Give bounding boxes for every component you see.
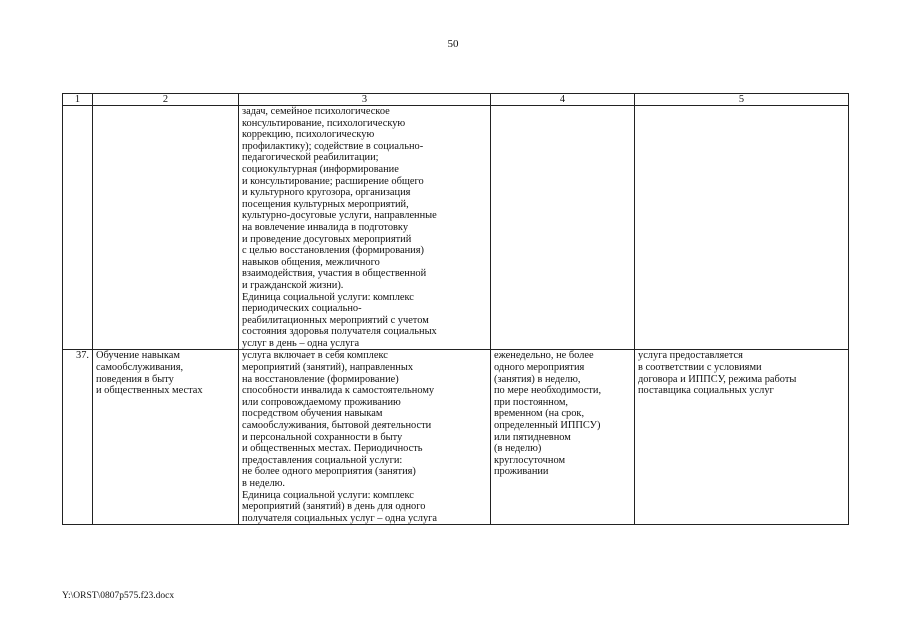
text-line: получателя социальных услуг – одна услуга (242, 512, 438, 524)
text-line: и проведение досуговых мероприятий (242, 233, 412, 245)
text-line: в неделю. (242, 478, 285, 489)
column-header: 5 (635, 94, 849, 106)
service-name-cell (93, 350, 239, 525)
column-header: 3 (239, 94, 491, 106)
text-line: в соответствии с условиями (638, 362, 762, 374)
text-line: поставщика социальных услуг (638, 385, 774, 397)
column-header: 2 (93, 94, 239, 106)
text-line: мероприятий (занятий), направленных (242, 362, 414, 374)
conditions-cell (635, 350, 849, 525)
text-line: задач, семейное психологическое (242, 106, 390, 117)
conditions-cell (635, 106, 849, 350)
text-line: самообслуживания, бытовой деятельности (242, 420, 432, 432)
text-line: (занятия) в неделю, (494, 373, 581, 385)
table-row-continuation (63, 106, 849, 350)
text-line: взаимодействия, участия в общественной (242, 268, 427, 280)
text-line: педагогической реабилитации; (242, 152, 379, 164)
text-line: и общественных местах (96, 385, 203, 397)
text-line: не более одного мероприятия (занятия) (242, 466, 416, 478)
text-line: социокультурная (информирование (242, 163, 399, 175)
text-line: посредством обучения навыкам (242, 408, 383, 420)
service-description-cell (239, 106, 491, 350)
text-line: временном (на срок, (494, 408, 585, 420)
text-line: услуга предоставляется (638, 350, 743, 362)
text-line: культурно-досуговые услуги, направленные (242, 210, 437, 222)
service-description-cell (239, 350, 491, 525)
table-row-37 (63, 350, 849, 525)
text-line: профилактику); содействие в социально- (242, 140, 424, 152)
table-header-row (63, 94, 849, 106)
text-line: состояния здоровья получателя социальных (242, 326, 437, 338)
text-line: услуг в день – одна услуга (242, 337, 360, 349)
text-line: навыков общения, межличного (242, 256, 380, 268)
text-line: и консультирование; расширение общего (242, 175, 424, 187)
page-number: 50 (447, 38, 459, 50)
text-line: Единица социальной услуги: комплекс (242, 489, 414, 501)
text-line: по мере необходимости, (494, 385, 602, 397)
text-line: Обучение навыкам (96, 350, 180, 362)
text-line: и культурного кругозора, организация (242, 187, 411, 199)
column-header: 4 (491, 94, 635, 106)
text-line: периодических социально- (242, 303, 362, 315)
service-name-cell (93, 106, 239, 350)
text-line: проживании (494, 466, 549, 478)
frequency-cell (491, 350, 635, 525)
services-table (62, 93, 849, 525)
frequency-cell (491, 106, 635, 350)
row-number-cell: 37. (63, 350, 93, 525)
text-line: с целью восстановления (формирования) (242, 245, 424, 257)
file-path-footer: Y:\ORST\0807p575.f23.docx (62, 591, 175, 601)
text-line: одного мероприятия (494, 362, 585, 374)
text-line: и гражданской жизни). (242, 279, 344, 291)
text-line: поведения в быту (96, 373, 174, 385)
text-line: (в неделю) (494, 443, 542, 455)
text-line: услуга включает в себя комплекс (242, 350, 388, 362)
text-line: коррекцию, психологическую (242, 129, 375, 141)
text-line: на восстановление (формирование) (242, 373, 399, 385)
text-line: предоставления социальной услуги: (242, 454, 403, 466)
text-line: реабилитационных мероприятий с учетом (242, 314, 429, 326)
text-line: посещения культурных мероприятий, (242, 198, 409, 210)
text-line: или сопровождаемому проживанию (242, 396, 401, 408)
text-line: при постоянном, (494, 396, 569, 408)
text-line: мероприятий (занятий) в день для одного (242, 501, 426, 513)
text-line: и персональной сохранности в быту (242, 431, 403, 443)
text-line: круглосуточном (494, 454, 566, 466)
text-line: самообслуживания, (96, 362, 184, 374)
text-line: договора и ИППСУ, режима работы (638, 373, 797, 385)
row-number-cell (63, 106, 93, 350)
column-header: 1 (63, 94, 93, 106)
text-line: определенный ИППСУ) (494, 420, 601, 432)
text-line: и общественных местах. Периодичность (242, 443, 423, 455)
text-line: еженедельно, не более (494, 350, 594, 362)
text-line: на вовлечение инвалида в подготовку (242, 221, 409, 233)
text-line: Единица социальной услуги: комплекс (242, 291, 414, 303)
text-line: консультирование, психологическую (242, 117, 406, 129)
text-line: или пятидневном (494, 431, 571, 443)
text-line: способности инвалида к самостоятельному (242, 385, 435, 397)
